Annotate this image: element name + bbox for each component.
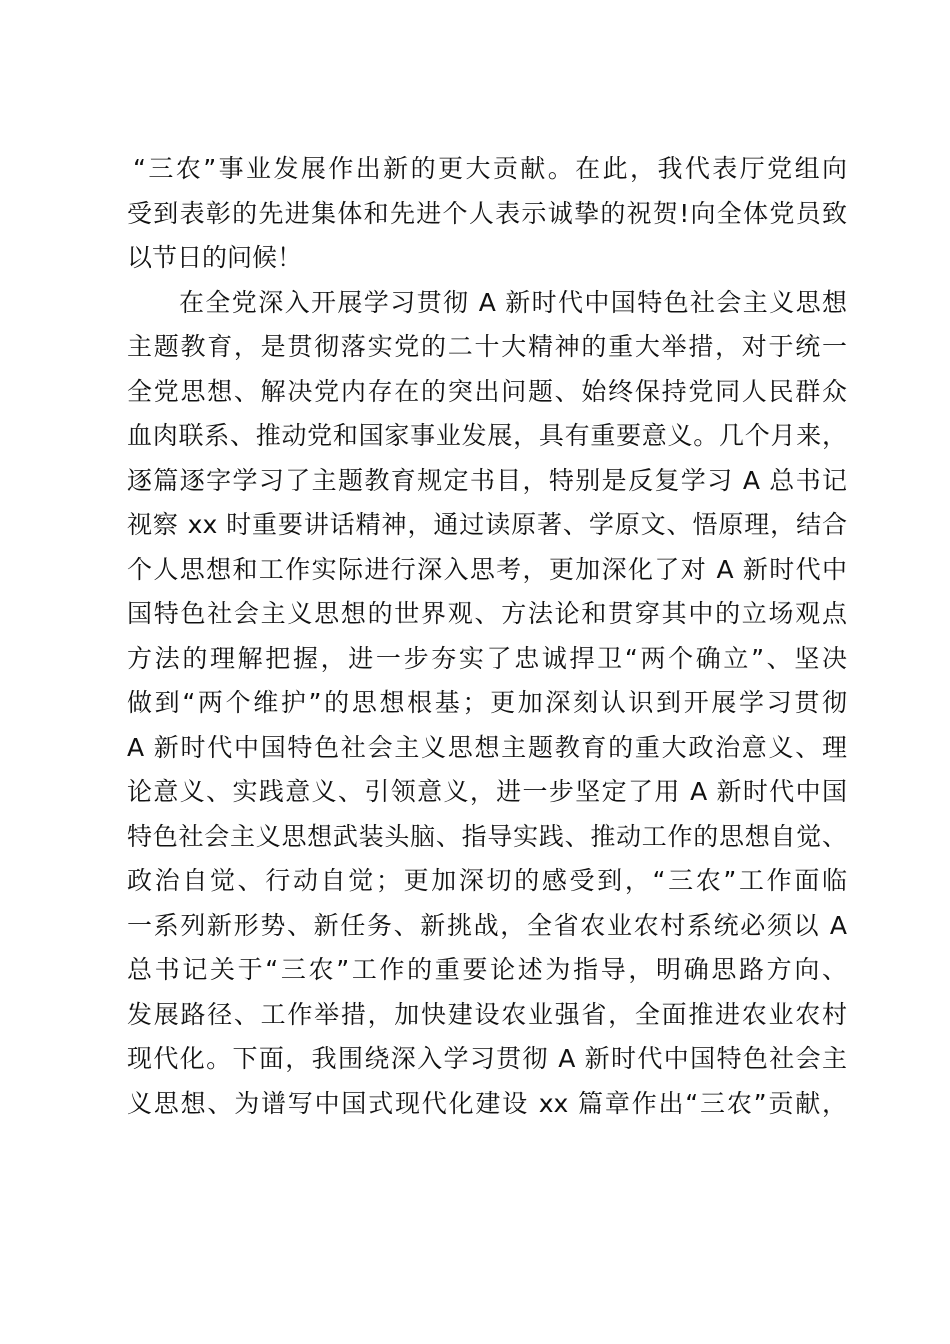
text-line: 义思想、为谱写中国式现代化建设 xx 篇章作出“三农”贡献，	[127, 1088, 847, 1118]
text-line: 全党思想、解决党内存在的突出问题、始终保持党同人民群众	[127, 376, 847, 406]
text-line: 逐篇逐字学习了主题教育规定书目，特别是反复学习 A 总书记	[127, 465, 847, 495]
text-line: 主题教育，是贯彻落实党的二十大精神的重大举措，对于统一	[127, 332, 847, 361]
text-line: 个人思想和工作实际进行深入思考，更加深化了对 A 新时代中	[127, 554, 847, 584]
text-line: 特色社会主义思想武装头脑、指导实践、推动工作的思想自觉、	[127, 821, 847, 851]
text-line: 方法的理解把握，进一步夯实了忠诚捍卫“两个确立”、坚决	[127, 643, 847, 673]
text-line: A 新时代中国特色社会主义思想主题教育的重大政治意义、理	[127, 732, 847, 762]
text-line: “三农”事业发展作出新的更大贡献。在此，我代表厅党组向	[133, 154, 847, 183]
text-line: 视察 xx 时重要讲话精神，通过读原著、学原文、悟原理，结合	[127, 510, 847, 539]
text-line: 现代化。下面，我围绕深入学习贯彻 A 新时代中国特色社会主	[127, 1044, 847, 1073]
text-line: 论意义、实践意义、引领意义，进一步坚定了用 A 新时代中国	[127, 777, 847, 806]
paragraph-2	[127, 281, 847, 1127]
text-line: 做到“两个维护”的思想根基；更加深刻认识到开展学习贯彻	[127, 688, 847, 717]
text-line: 一系列新形势、新任务、新挑战，全省农业农村系统必须以 A	[127, 910, 847, 940]
text-line: 政治自觉、行动自觉；更加深切的感受到，“三农”工作面临	[127, 866, 847, 895]
text-line: 国特色社会主义思想的世界观、方法论和贯穿其中的立场观点	[127, 599, 847, 628]
text-line: 总书记关于“三农”工作的重要论述为指导，明确思路方向、	[127, 955, 847, 984]
document-body	[127, 147, 847, 1126]
text-line: 发展路径、工作举措，加快建设农业强省，全面推进农业农村	[127, 999, 847, 1029]
text-line: 在全党深入开展学习贯彻 A 新时代中国特色社会主义思想	[179, 287, 847, 317]
text-line: 受到表彰的先进集体和先进个人表示诚挚的祝贺!向全体党员致	[127, 198, 847, 228]
paragraph-1	[127, 147, 847, 281]
text-line: 以节日的问候！	[127, 243, 303, 272]
text-line: 血肉联系、推动党和国家事业发展，具有重要意义。几个月来，	[127, 421, 847, 450]
